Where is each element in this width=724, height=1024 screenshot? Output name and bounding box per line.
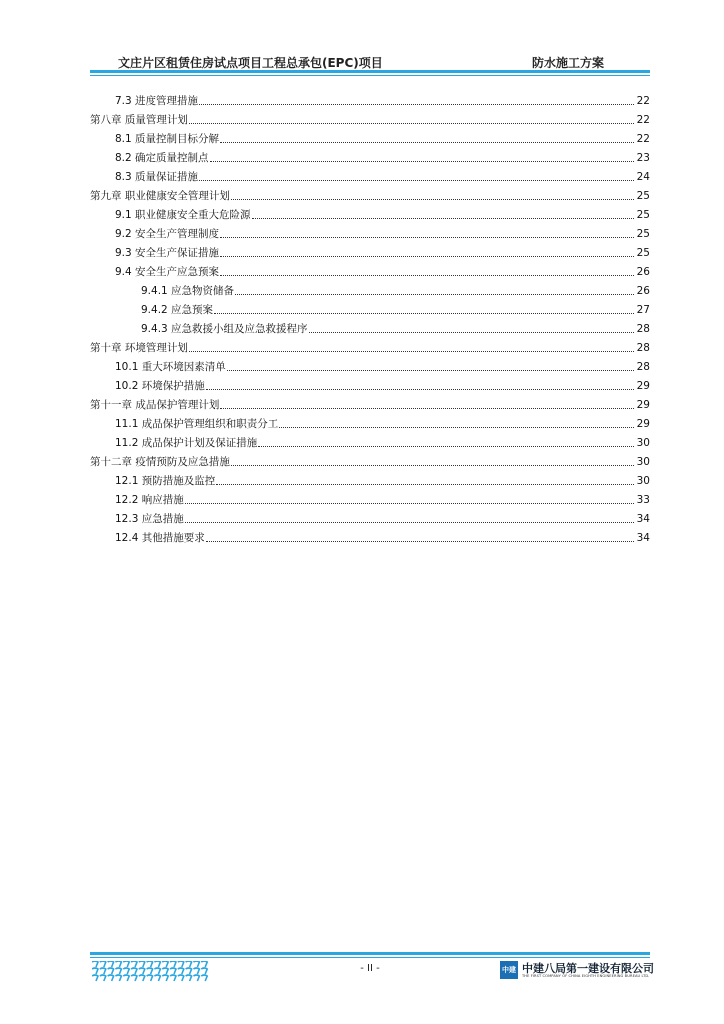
toc-entry-title: 第十一章 成品保护管理计划 bbox=[90, 399, 220, 411]
toc-entry-page: 25 bbox=[636, 228, 650, 240]
toc-leader-dots bbox=[214, 313, 634, 314]
toc-entry[interactable] bbox=[90, 89, 650, 108]
wave-mark bbox=[178, 961, 184, 967]
project-title: 文庄片区租赁住房试点项目工程总承包(EPC)项目 bbox=[118, 56, 383, 70]
wave-mark bbox=[147, 961, 153, 967]
toc-entry-title: 第十二章 疫情预防及应急措施 bbox=[90, 456, 230, 468]
toc-entry-title: 第九章 职业健康安全管理计划 bbox=[90, 190, 230, 202]
wave-mark bbox=[100, 961, 106, 967]
toc-leader-dots bbox=[189, 123, 634, 124]
toc-leader-dots bbox=[258, 446, 634, 447]
toc-leader-dots bbox=[185, 503, 634, 504]
toc-leader-dots bbox=[227, 370, 634, 371]
wave-mark bbox=[139, 975, 145, 981]
wave-mark bbox=[201, 975, 207, 981]
toc-leader-dots bbox=[220, 237, 634, 238]
toc-entry-page: 29 bbox=[636, 380, 650, 392]
toc-entry-page: 34 bbox=[636, 513, 650, 525]
wave-mark bbox=[123, 961, 129, 967]
toc-entry[interactable] bbox=[90, 393, 650, 412]
toc-entry-title: 9.2 安全生产管理制度 bbox=[115, 228, 220, 240]
wave-mark bbox=[170, 968, 176, 974]
toc-entry[interactable] bbox=[90, 127, 650, 146]
toc-entry[interactable] bbox=[90, 374, 650, 393]
wave-mark bbox=[100, 975, 106, 981]
toc-entry-title: 8.1 质量控制目标分解 bbox=[115, 133, 220, 145]
header-rule-thick bbox=[90, 70, 650, 73]
toc-entry-page: 22 bbox=[636, 114, 650, 126]
toc-entry[interactable] bbox=[90, 355, 650, 374]
toc-leader-dots bbox=[252, 218, 634, 219]
toc-entry[interactable] bbox=[90, 241, 650, 260]
toc-entry-title: 10.1 重大环境因素清单 bbox=[115, 361, 226, 373]
toc-entry-page: 29 bbox=[636, 399, 650, 411]
toc-entry-title: 12.4 其他措施要求 bbox=[115, 532, 205, 544]
toc-entry[interactable] bbox=[90, 260, 650, 279]
toc-entry-page: 26 bbox=[636, 285, 650, 297]
toc-entry[interactable] bbox=[90, 336, 650, 355]
toc-entry[interactable] bbox=[90, 431, 650, 450]
toc-entry-page: 28 bbox=[636, 361, 650, 373]
wave-mark bbox=[108, 968, 114, 974]
toc-entry-title: 9.1 职业健康安全重大危险源 bbox=[115, 209, 251, 221]
toc-entry-title: 12.3 应急措施 bbox=[115, 513, 184, 525]
wave-mark bbox=[139, 961, 145, 967]
wave-mark bbox=[162, 961, 168, 967]
company-name: 中建八局第一建设有限公司 bbox=[522, 962, 654, 975]
toc-entry-title: 10.2 环境保护措施 bbox=[115, 380, 205, 392]
toc-entry-page: 25 bbox=[636, 247, 650, 259]
wave-mark bbox=[123, 975, 129, 981]
wave-mark bbox=[131, 968, 137, 974]
company-english-name: THE FIRST COMPANY OF CHINA EIGHTH ENGINEERING BUREAU LTD. bbox=[522, 974, 650, 978]
wave-mark bbox=[154, 975, 160, 981]
toc-leader-dots bbox=[199, 104, 634, 105]
toc-leader-dots bbox=[220, 142, 634, 143]
toc-leader-dots bbox=[216, 484, 634, 485]
toc-entry[interactable] bbox=[90, 526, 650, 545]
toc-entry-page: 33 bbox=[636, 494, 650, 506]
toc-entry-page: 30 bbox=[636, 456, 650, 468]
wave-mark bbox=[193, 975, 199, 981]
toc-entry-page: 23 bbox=[636, 152, 650, 164]
wave-mark bbox=[139, 968, 145, 974]
toc-leader-dots bbox=[206, 541, 634, 542]
toc-entry[interactable] bbox=[90, 203, 650, 222]
toc-leader-dots bbox=[279, 427, 634, 428]
wave-mark bbox=[131, 961, 137, 967]
toc-leader-dots bbox=[210, 161, 634, 162]
cscec-logo-icon: 中建 bbox=[500, 961, 518, 979]
wave-mark bbox=[115, 975, 121, 981]
toc-entry-title: 9.4.3 应急救援小组及应急救援程序 bbox=[141, 323, 308, 335]
toc-entry-title: 12.2 响应措施 bbox=[115, 494, 184, 506]
toc-entry[interactable] bbox=[90, 279, 650, 298]
toc-leader-dots bbox=[231, 465, 634, 466]
toc-leader-dots bbox=[309, 332, 634, 333]
toc-entry-page: 26 bbox=[636, 266, 650, 278]
table-of-contents bbox=[90, 89, 650, 545]
wave-mark bbox=[100, 968, 106, 974]
toc-leader-dots bbox=[189, 351, 634, 352]
toc-entry[interactable] bbox=[90, 146, 650, 165]
wave-mark bbox=[147, 968, 153, 974]
toc-entry-page: 30 bbox=[636, 437, 650, 449]
toc-entry-page: 25 bbox=[636, 209, 650, 221]
company-logo bbox=[500, 960, 654, 984]
wave-mark bbox=[115, 961, 121, 967]
toc-entry-title: 7.3 进度管理措施 bbox=[115, 95, 199, 107]
toc-entry-title: 8.2 确定质量控制点 bbox=[115, 152, 209, 164]
toc-entry-title: 9.4.2 应急预案 bbox=[141, 304, 214, 316]
toc-entry-title: 12.1 预防措施及监控 bbox=[115, 475, 216, 487]
footer-wave-pattern bbox=[92, 961, 210, 983]
wave-mark bbox=[186, 975, 192, 981]
toc-entry[interactable] bbox=[90, 222, 650, 241]
toc-entry-title: 第八章 质量管理计划 bbox=[90, 114, 188, 126]
wave-mark bbox=[123, 968, 129, 974]
toc-entry-page: 24 bbox=[636, 171, 650, 183]
wave-mark bbox=[193, 961, 199, 967]
toc-entry-title: 9.4 安全生产应急预案 bbox=[115, 266, 220, 278]
wave-mark bbox=[193, 968, 199, 974]
toc-leader-dots bbox=[220, 256, 634, 257]
wave-mark bbox=[115, 968, 121, 974]
toc-entry-page: 30 bbox=[636, 475, 650, 487]
toc-entry[interactable] bbox=[90, 108, 650, 127]
wave-mark bbox=[147, 975, 153, 981]
wave-mark bbox=[92, 961, 98, 967]
toc-entry-page: 25 bbox=[636, 190, 650, 202]
toc-entry[interactable] bbox=[90, 165, 650, 184]
toc-entry[interactable] bbox=[90, 469, 650, 488]
wave-mark bbox=[92, 975, 98, 981]
wave-mark bbox=[186, 968, 192, 974]
toc-leader-dots bbox=[235, 294, 634, 295]
toc-entry-page: 22 bbox=[636, 133, 650, 145]
toc-entry[interactable] bbox=[90, 412, 650, 431]
footer-rule-thin bbox=[90, 957, 650, 958]
wave-mark bbox=[154, 961, 160, 967]
toc-entry[interactable] bbox=[90, 507, 650, 526]
toc-entry-title: 11.1 成品保护管理组织和职责分工 bbox=[115, 418, 279, 430]
toc-leader-dots bbox=[199, 180, 634, 181]
toc-entry-title: 8.3 质量保证措施 bbox=[115, 171, 199, 183]
toc-entry-title: 9.4.1 应急物资储备 bbox=[141, 285, 235, 297]
toc-leader-dots bbox=[220, 408, 634, 409]
wave-mark bbox=[201, 961, 207, 967]
header-rule-thin bbox=[90, 75, 650, 76]
footer-rule-thick bbox=[90, 952, 650, 955]
toc-entry-title: 11.2 成品保护计划及保证措施 bbox=[115, 437, 258, 449]
toc-entry-page: 22 bbox=[636, 95, 650, 107]
wave-mark bbox=[154, 968, 160, 974]
toc-entry-page: 27 bbox=[636, 304, 650, 316]
toc-leader-dots bbox=[185, 522, 634, 523]
wave-mark bbox=[170, 961, 176, 967]
wave-mark bbox=[108, 961, 114, 967]
wave-mark bbox=[92, 968, 98, 974]
toc-leader-dots bbox=[220, 275, 634, 276]
toc-leader-dots bbox=[206, 389, 634, 390]
wave-mark bbox=[162, 968, 168, 974]
toc-entry[interactable] bbox=[90, 450, 650, 469]
toc-leader-dots bbox=[231, 199, 634, 200]
wave-mark bbox=[131, 975, 137, 981]
toc-entry[interactable] bbox=[90, 298, 650, 317]
page-number: - II - bbox=[360, 963, 380, 974]
wave-mark bbox=[178, 968, 184, 974]
wave-mark bbox=[201, 968, 207, 974]
toc-entry-page: 34 bbox=[636, 532, 650, 544]
toc-entry[interactable] bbox=[90, 184, 650, 203]
wave-mark bbox=[178, 975, 184, 981]
wave-mark bbox=[170, 975, 176, 981]
toc-entry[interactable] bbox=[90, 317, 650, 336]
toc-entry-page: 28 bbox=[636, 342, 650, 354]
toc-entry-title: 第十章 环境管理计划 bbox=[90, 342, 188, 354]
wave-mark bbox=[186, 961, 192, 967]
wave-mark bbox=[108, 975, 114, 981]
toc-entry-page: 28 bbox=[636, 323, 650, 335]
toc-entry[interactable] bbox=[90, 488, 650, 507]
toc-entry-title: 9.3 安全生产保证措施 bbox=[115, 247, 220, 259]
document-title: 防水施工方案 bbox=[532, 56, 605, 70]
wave-mark bbox=[162, 975, 168, 981]
toc-entry-page: 29 bbox=[636, 418, 650, 430]
